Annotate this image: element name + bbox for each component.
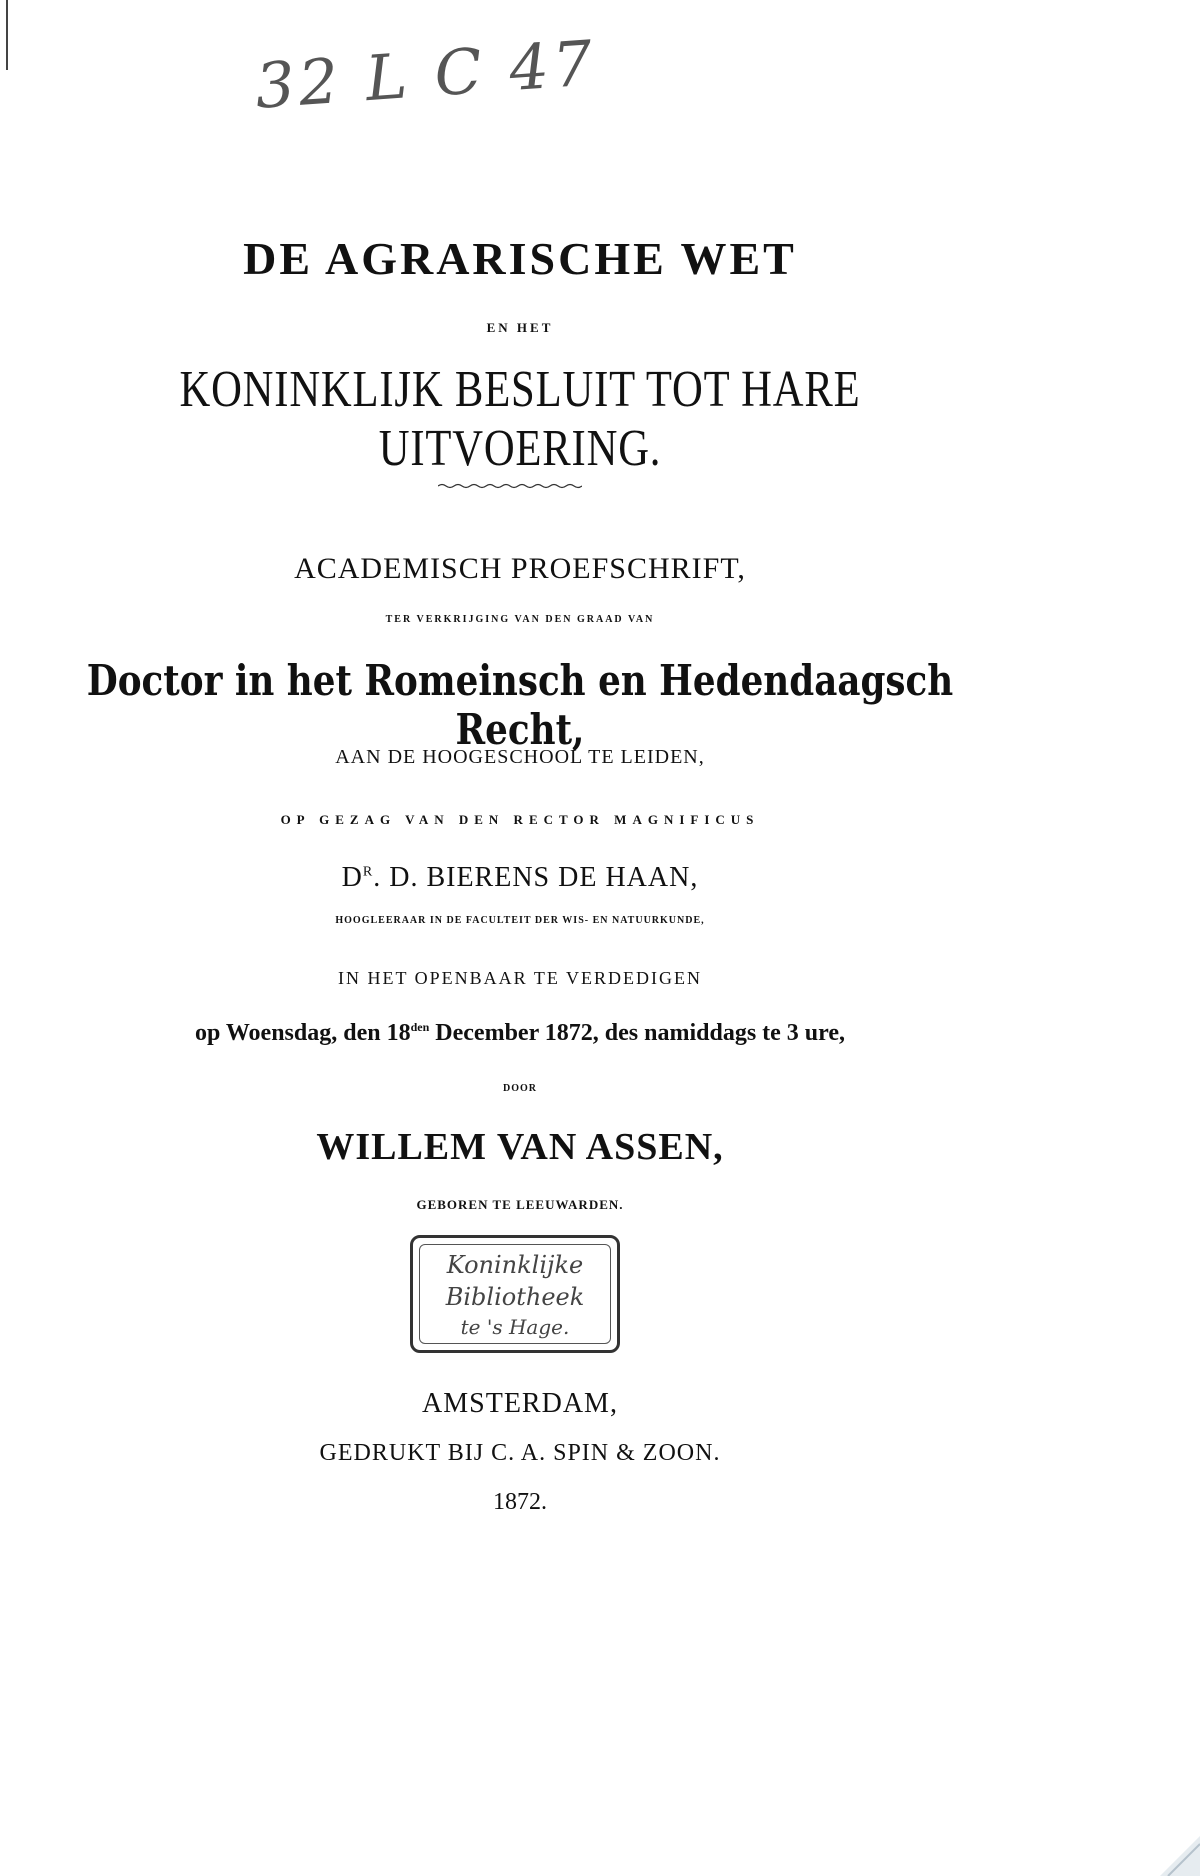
stamp-line-1: Koninklijke bbox=[446, 1251, 584, 1279]
page-curl-icon bbox=[1160, 1836, 1200, 1876]
degree-name: Doctor in het Romeinsch en Hedendaagsch Recht, bbox=[86, 656, 954, 754]
rector-prefix: D bbox=[341, 862, 363, 893]
institution: AAN DE HOOGESCHOOL TE LEIDEN, bbox=[335, 746, 705, 768]
date-post: December 1872, des namiddags te 3 ure, bbox=[429, 1020, 846, 1046]
rector-prefix-sup: R bbox=[362, 864, 374, 880]
rector-name-text: . D. BIERENS DE HAAN, bbox=[373, 862, 699, 893]
rector-name bbox=[0, 862, 1040, 894]
imprint-city: AMSTERDAM, bbox=[422, 1388, 618, 1419]
ornament-rule bbox=[438, 483, 582, 489]
handwritten-shelfmark: 32 L C 47 bbox=[252, 26, 599, 123]
date-pre: op Woensdag, den 18 bbox=[194, 1020, 411, 1046]
degree-purpose: TER VERKRIJGING VAN DEN GRAAD VAN bbox=[385, 614, 655, 625]
author-birthplace: GEBOREN TE LEEUWARDEN. bbox=[416, 1197, 624, 1212]
rector-role: HOOGLEERAAR IN DE FACULTEIT DER WIS- EN NATUURKUNDE, bbox=[335, 915, 705, 926]
by-line: DOOR bbox=[503, 1083, 537, 1094]
document-type: ACADEMISCH PROEFSCHRIFT, bbox=[294, 552, 746, 585]
page-edge-line bbox=[6, 0, 8, 70]
date-sup: den bbox=[410, 1020, 430, 1034]
imprint-year: 1872. bbox=[493, 1489, 547, 1515]
defense-date bbox=[0, 1020, 1040, 1047]
authority-line: OP GEZAG VAN DEN RECTOR MAGNIFICUS bbox=[280, 812, 760, 827]
stamp-line-3: te 's Hage. bbox=[460, 1315, 570, 1339]
subtitle: KONINKLIJK BESLUIT TOT HARE UITVOERING. bbox=[179, 361, 861, 477]
author-name: WILLEM VAN ASSEN, bbox=[316, 1126, 724, 1168]
imprint-printer: GEDRUKT BIJ C. A. SPIN & ZOON. bbox=[319, 1440, 721, 1466]
main-title: DE AGRARISCHE WET bbox=[243, 233, 797, 284]
defense-line: IN HET OPENBAAR TE VERDEDIGEN bbox=[338, 968, 702, 988]
library-stamp-frame bbox=[419, 1244, 611, 1344]
title-conjunction: EN HET bbox=[486, 320, 554, 335]
stamp-line-2: Bibliotheek bbox=[445, 1283, 585, 1311]
library-stamp bbox=[410, 1235, 620, 1353]
